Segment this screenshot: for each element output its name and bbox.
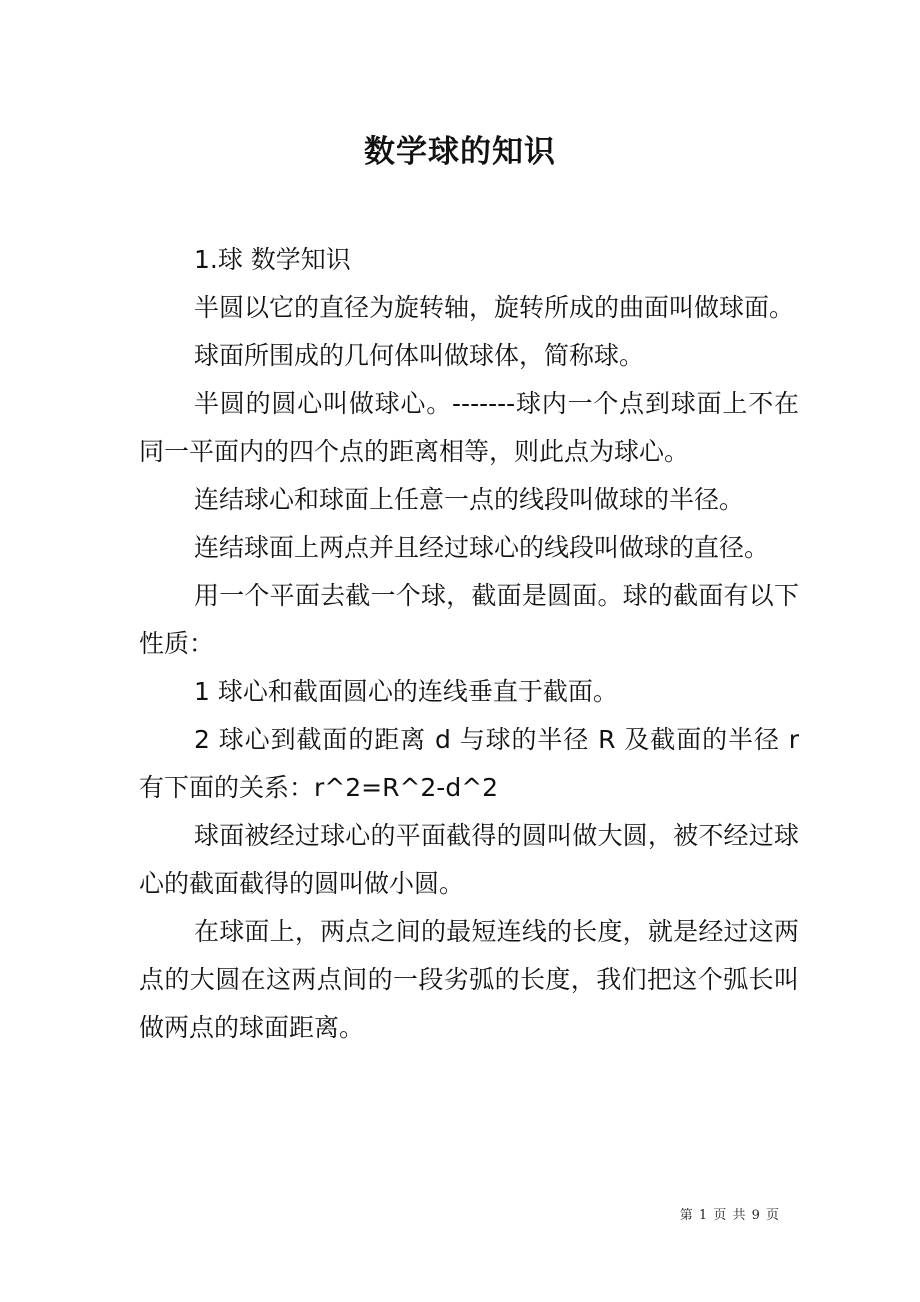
paragraph-3: 球面所围成的几何体叫做球体，简称球。 [194,341,645,370]
paragraph-8: 1 球心和截面圆心的连线垂直于截面。 [194,677,618,706]
paragraph-9: 2 球心到截面的距离 d 与球的半径 R 及截面的半径 r 有下面的关系：r^2=R^2-d^2 [139,725,799,802]
paragraph-10: 球面被经过球心的平面截得的圆叫做大圆，被不经过球心的截面截得的圆叫做小圆。 [139,821,799,898]
paragraph-1: 1.球 数学知识 [194,245,351,274]
page-number-footer: 第 1 页 共 9 页 [679,1208,780,1223]
page-title: 数学球的知识 [364,134,556,170]
document-body [139,236,799,1052]
paragraph-4: 半圆的圆心叫做球心。-------球内一个点到球面上不在同一平面内的四个点的距离相等，则此点为球心。 [139,389,799,466]
paragraph-5: 连结球心和球面上任意一点的线段叫做球的半径。 [194,485,745,514]
paragraph-6: 连结球面上两点并且经过球心的线段叫做球的直径。 [194,533,770,562]
paragraph-11: 在球面上，两点之间的最短连线的长度，就是经过这两点的大圆在这两点间的一段劣弧的长度，我们把这个弧长叫做两点的球面距离。 [139,917,799,1042]
paragraph-7: 用一个平面去截一个球，截面是圆面。球的截面有以下性质： [139,581,799,658]
paragraph-2: 半圆以它的直径为旋转轴，旋转所成的曲面叫做球面。 [194,293,795,322]
